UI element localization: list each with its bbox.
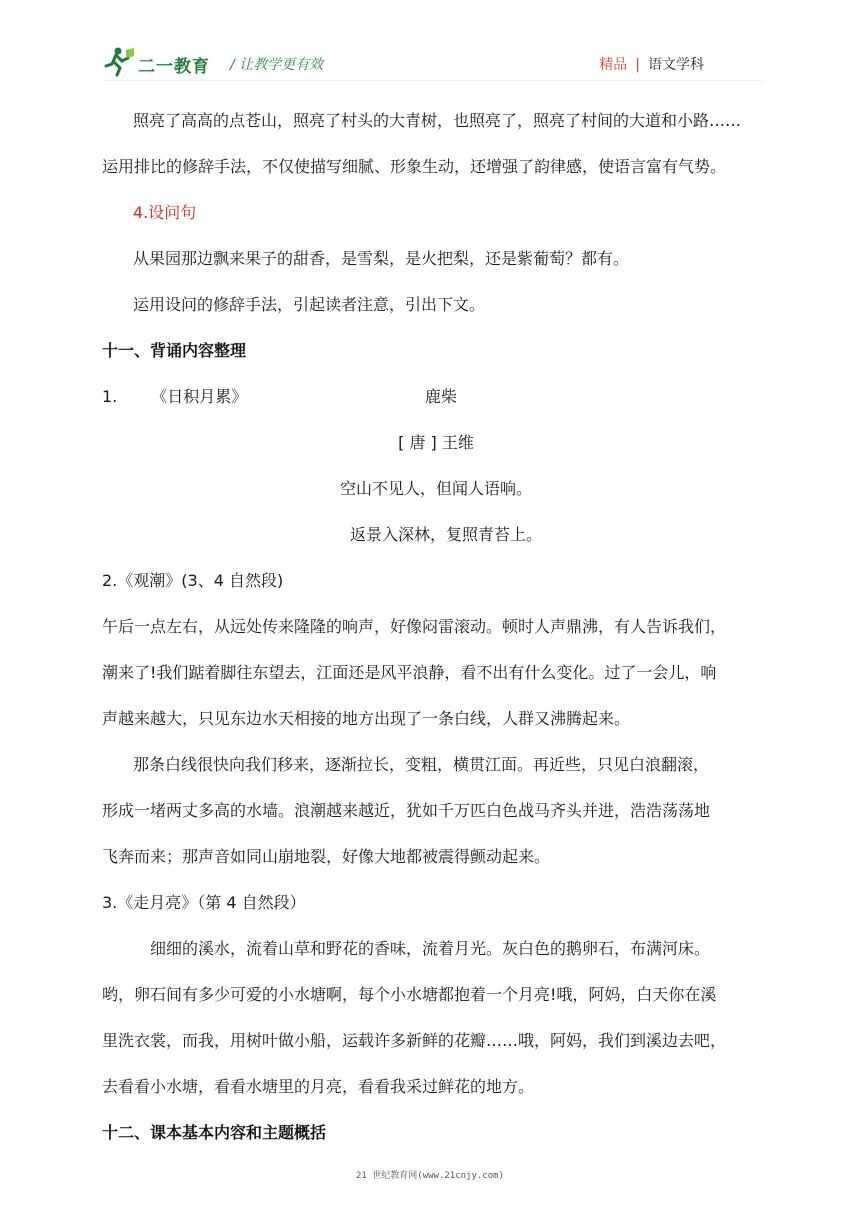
logo-text: 二一教育: [138, 57, 210, 77]
poem-header-row: [102, 374, 770, 420]
text-line: 运用排比的修辞手法，不仅使描写细腻、形象生动，还增强了韵律感，使语言富有气势。: [102, 157, 727, 176]
text-line: 里洗衣裳，而我，用树叶做小船，运载许多新鲜的花瓣……哦，阿妈，我们到溪边去吧，: [102, 1031, 727, 1050]
subheading: 4.设问句: [133, 203, 197, 222]
text-line: 去看看小水塘，看看水塘里的月亮，看看我采过鲜花的地方。: [102, 1077, 535, 1096]
text-line: 声越来越大，只见东边水天相接的地方出现了一条白线，人群又沸腾起来。: [102, 709, 631, 728]
runner-logo-icon: [104, 44, 138, 78]
text-line: 运用设问的修辞手法，引起读者注意，引出下文。: [133, 295, 486, 314]
poem-author: [ 唐 ] 王维: [398, 433, 474, 452]
text-line: 细细的溪水，流着山草和野花的香味，流着月光。灰白色的鹅卵石，布满河床。: [150, 939, 711, 958]
poem-book: 《日积月累》: [151, 387, 248, 406]
section-heading: 十一、背诵内容整理: [102, 341, 247, 360]
subject-label: 语文学科: [648, 57, 704, 73]
item-heading: 2.《观潮》(3、4 自然段): [102, 571, 284, 590]
section-heading: 十二、课本基本内容和主题概括: [102, 1123, 327, 1142]
slogan: / 让教学更有效: [230, 57, 324, 73]
text-line: 形成一堵两丈多高的水墙。浪潮越来越近，犹如千万匹白色战马齐头并进，浩浩荡荡地: [102, 801, 711, 820]
header-right: [599, 54, 704, 74]
document-body: [102, 98, 770, 1156]
poem-line: 返景入深林，复照青苔上。: [349, 525, 542, 544]
poem-title: 鹿柴: [425, 387, 458, 406]
page-footer: 21 世纪教育网(www.21cnjy.com): [356, 1171, 504, 1181]
text-line: 午后一点左右，从远处传来隆隆的响声，好像闷雷滚动。顿时人声鼎沸，有人告诉我们，: [102, 617, 727, 636]
text-line: 从果园那边飘来果子的甜香，是雪梨，是火把梨，还是紫葡萄？都有。: [133, 249, 630, 268]
item-number: 1.: [102, 387, 118, 406]
header-divider: [104, 80, 764, 81]
poem-line: 空山不见人，但闻人语响。: [339, 479, 532, 498]
header-separator: |: [635, 57, 640, 73]
item-heading: 3.《走月亮》（第 4 自然段）: [102, 893, 306, 912]
logo: [104, 44, 224, 84]
text-line: 照亮了高高的点苍山，照亮了村头的大青树，也照亮了，照亮了村间的大道和小路……: [133, 111, 742, 130]
brand-label: 精品: [599, 57, 628, 73]
text-line: 飞奔而来；那声音如同山崩地裂，好像大地都被震得颤动起来。: [102, 847, 551, 866]
text-line: 潮来了!我们踮着脚往东望去，江面还是风平浪静，看不出有什么变化。过了一会儿，响: [102, 663, 717, 682]
text-line: 那条白线很快向我们移来，逐渐拉长，变粗，横贯江面。再近些，只见白浪翻滚，: [133, 755, 710, 774]
text-line: 哟，卵石间有多少可爱的小水塘啊，每个小水塘都抱着一个月亮!哦，阿妈，白天你在溪: [102, 985, 717, 1004]
page-header: [0, 0, 860, 90]
